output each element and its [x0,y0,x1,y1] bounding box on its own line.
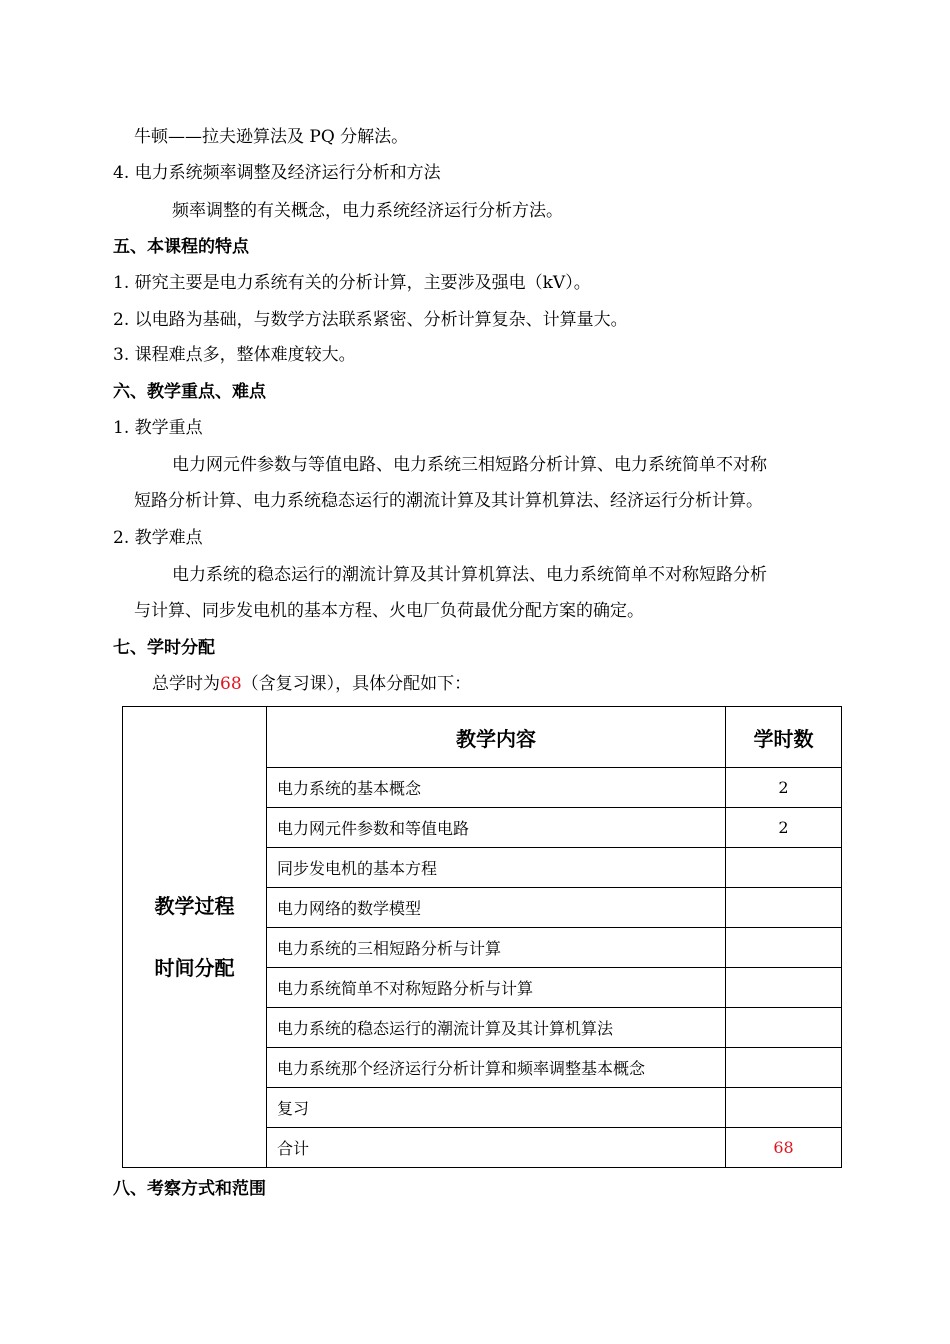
text-line: 4. 电力系统频率调整及经济运行分析和方法 [113,163,441,183]
row-content: 合计 [267,1128,726,1168]
text-line: 与计算、同步发电机的基本方程、火电厂负荷最优分配方案的确定。 [134,601,644,621]
text-line: 2. 以电路为基础，与数学方法联系紧密、分析计算复杂、计算量大。 [113,310,628,330]
total-hours-cell: 68 [726,1128,842,1168]
row-hours [726,1008,842,1048]
row-content: 电力系统简单不对称短路分析与计算 [267,968,726,1008]
side-label-line: 教学过程 [154,894,235,918]
total-hours-line [152,673,471,695]
row-content: 电力系统那个经济运行分析计算和频率调整基本概念 [267,1048,726,1088]
section-heading-8: 八、考察方式和范围 [113,1179,266,1199]
text-line: 频率调整的有关概念，电力系统经济运行分析方法。 [172,201,563,221]
text-line: 2. 教学难点 [113,528,203,548]
text-line: 3. 课程难点多，整体难度较大。 [113,345,356,365]
text-line: 牛顿——拉夫逊算法及 PQ 分解法。 [134,127,409,147]
hours-allocation-table [122,706,842,1168]
text-line: 1. 研究主要是电力系统有关的分析计算，主要涉及强电（kV）。 [113,273,591,293]
row-content: 电力系统的三相短路分析与计算 [267,928,726,968]
section-heading-5: 五、本课程的特点 [113,237,249,257]
text-line: 电力系统的稳态运行的潮流计算及其计算机算法、电力系统简单不对称短路分析 [172,565,767,585]
text-span: 总学时为 [152,674,220,694]
row-hours: 2 [726,808,842,848]
row-content: 电力网络的数学模型 [267,888,726,928]
text-span: （含复习课），具体分配如下： [241,674,472,694]
row-content: 复习 [267,1088,726,1128]
row-content: 电力网元件参数和等值电路 [267,808,726,848]
section-heading-7: 七、学时分配 [113,638,215,658]
row-hours [726,888,842,928]
row-hours [726,928,842,968]
row-hours: 2 [726,768,842,808]
text-line: 电力网元件参数与等值电路、电力系统三相短路分析计算、电力系统简单不对称 [172,455,767,475]
header-hours: 学时数 [726,707,842,768]
row-hours [726,1048,842,1088]
text-line: 1. 教学重点 [113,418,203,438]
table-side-label [123,707,267,1168]
side-label-line: 时间分配 [154,956,235,980]
row-hours [726,1088,842,1128]
row-content: 电力系统的稳态运行的潮流计算及其计算机算法 [267,1008,726,1048]
row-hours [726,968,842,1008]
row-content: 电力系统的基本概念 [267,768,726,808]
row-content: 同步发电机的基本方程 [267,848,726,888]
total-hours-value: 68 [220,674,242,694]
row-hours [726,848,842,888]
section-heading-6: 六、教学重点、难点 [113,382,266,402]
header-content: 教学内容 [267,707,726,768]
text-line: 短路分析计算、电力系统稳态运行的潮流计算及其计算机算法、经济运行分析计算。 [134,491,763,511]
